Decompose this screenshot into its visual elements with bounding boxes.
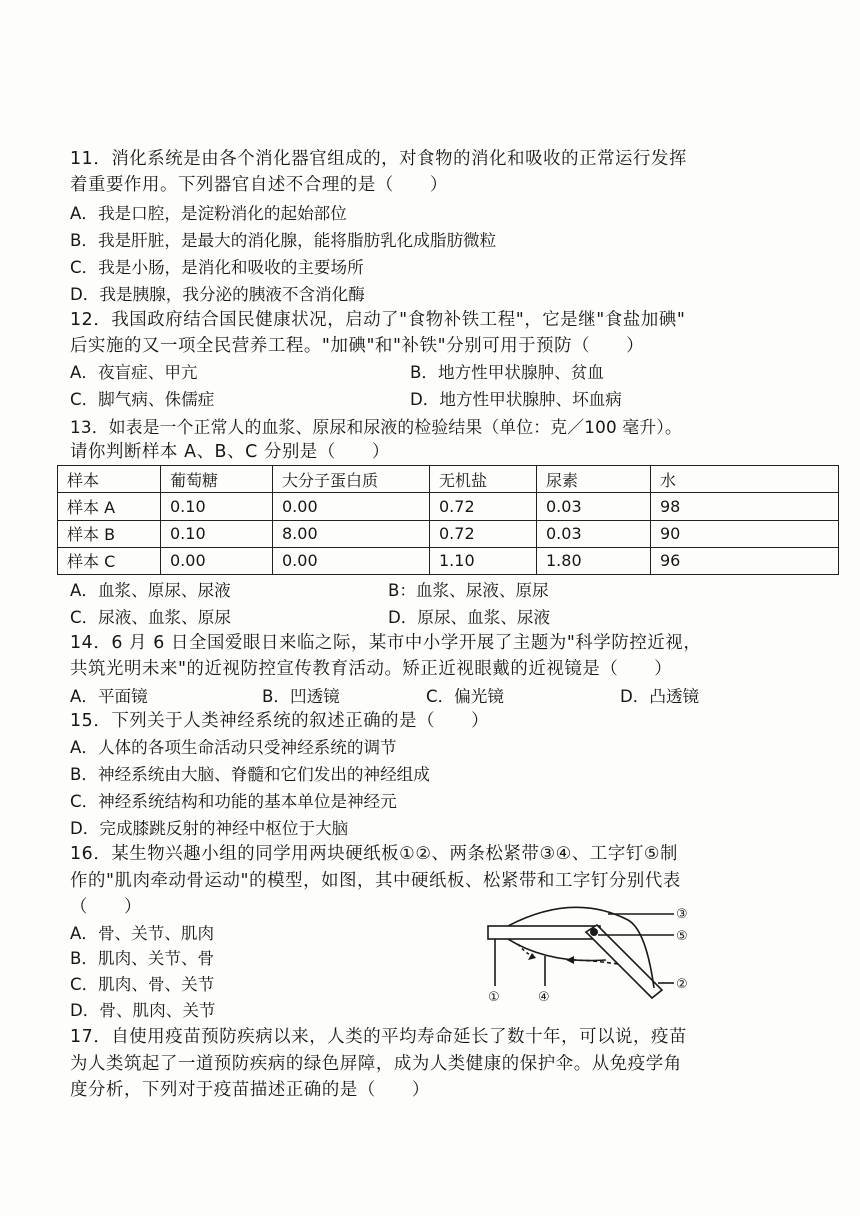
q13-option-d: D．原尿、血浆、尿液	[388, 608, 551, 627]
q16-option-d: D．骨、肌肉、关节	[70, 1001, 216, 1020]
q11-stem-line1: 11．消化系统是由各个消化器官组成的，对食物的消化和吸收的正常运行发挥	[70, 149, 688, 169]
q14-option-a: A．平面镜	[70, 687, 148, 706]
q14-stem-line1: 14．6 月 6 日全国爱眼日来临之际，某市中小学开展了主题为"科学防控近视，	[70, 633, 702, 653]
q12-option-c: C．脚气病、侏儒症	[70, 390, 215, 409]
q15-option-a: A．人体的各项生命活动只受神经系统的调节	[70, 738, 397, 757]
q15-option-c: C．神经系统结构和功能的基本单位是神经元	[70, 792, 397, 811]
table-header-cell: 大分子蛋白质	[273, 466, 430, 493]
q14-option-c: C．偏光镜	[426, 687, 504, 706]
q16-stem-line2: 作的"肌肉牵动骨运动"的模型，如图，其中硬纸板、松紧带和工字钉分别代表	[70, 871, 681, 891]
table-cell: 98	[651, 493, 839, 520]
table-cell: 0.72	[430, 520, 537, 547]
q12-option-d: D．地方性甲状腺肿、坏血病	[410, 390, 622, 409]
table-cell: 样本 A	[58, 493, 161, 520]
q14-option-b: B．凹透镜	[262, 687, 340, 706]
label-4: ④	[538, 990, 550, 1005]
cardboard-1	[488, 926, 600, 939]
table-row	[58, 547, 839, 574]
muscle-bone-model-figure	[478, 902, 708, 1010]
q11-stem-line2: 着重要作用。下列器官自述不合理的是（ ）	[70, 175, 448, 195]
q11-option-d: D．我是胰腺，我分泌的胰液不含消化酶	[70, 285, 365, 304]
pin-5	[591, 929, 597, 935]
q14-stem-line2: 共筑光明未来"的近视防控宣传教育活动。矫正近视眼戴的近视镜是（ ）	[70, 659, 673, 679]
q15-stem: 15．下列关于人类神经系统的叙述正确的是（ ）	[70, 711, 490, 731]
q13-option-a: A．血浆、原尿、尿液	[70, 581, 231, 600]
table-cell: 0.72	[430, 493, 537, 520]
table-row	[58, 520, 839, 547]
table-cell: 0.10	[161, 520, 273, 547]
q15-option-b: B．神经系统由大脑、脊髓和它们发出的神经组成	[70, 765, 430, 784]
q13-stem-line1: 13．如表是一个正常人的血浆、原尿和尿液的检验结果（单位：克／100 毫升）。	[70, 417, 682, 437]
table-cell: 90	[651, 520, 839, 547]
label-2: ②	[676, 977, 688, 992]
q11-option-b: B．我是肝脏，是最大的消化腺，能将脂肪乳化成脂肪微粒	[70, 231, 497, 250]
q16-option-c: C．肌肉、骨、关节	[70, 975, 215, 994]
q16-stem-line1: 16．某生物兴趣小组的同学用两块硬纸板①②、两条松紧带③④、工字钉⑤制	[70, 844, 679, 864]
table-cell: 样本 C	[58, 547, 161, 574]
q16-option-a: A．骨、关节、肌肉	[70, 924, 215, 943]
label-5: ⑤	[676, 929, 688, 944]
table-cell: 0.00	[273, 547, 430, 574]
q13-option-c: C．尿液、血浆、原尿	[70, 608, 231, 627]
q16-option-b: B．肌肉、关节、骨	[70, 949, 215, 968]
table-header-cell: 葡萄糖	[161, 466, 273, 493]
q13-option-b: B：血浆、尿液、原尿	[388, 581, 549, 600]
q12-stem-line2: 后实施的又一项全民营养工程。"加碘"和"补铁"分别可用于预防（ ）	[70, 336, 645, 356]
table-header-cell: 无机盐	[430, 466, 537, 493]
table-cell: 8.00	[273, 520, 430, 547]
q14-option-d: D．凸透镜	[620, 687, 700, 706]
table-cell: 样本 B	[58, 520, 161, 547]
table-header-cell: 水	[651, 466, 839, 493]
q17-stem-line2: 为人类筑起了一道预防疾病的绿色屏障，成为人类健康的保护伞。从免疫学角	[70, 1054, 682, 1074]
q13-stem-line2: 请你判断样本 A、B、C 分别是（ ）	[70, 442, 390, 462]
q16-stem-line3: （ ）	[70, 897, 142, 917]
table-row	[58, 493, 839, 520]
table-cell: 1.80	[537, 547, 651, 574]
cardboard-2	[586, 925, 662, 998]
table-header-cell: 尿素	[537, 466, 651, 493]
q11-option-c: C．我是小肠，是消化和吸收的主要场所	[70, 258, 364, 277]
table-cell: 96	[651, 547, 839, 574]
results-table	[57, 465, 839, 575]
table-cell: 1.10	[430, 547, 537, 574]
q11-option-a: A．我是口腔，是淀粉消化的起始部位	[70, 204, 347, 223]
q15-option-d: D．完成膝跳反射的神经中枢位于大脑	[70, 819, 349, 838]
table-header-row	[58, 466, 839, 493]
table-cell: 0.10	[161, 493, 273, 520]
q12-option-b: B．地方性甲状腺肿、贫血	[410, 363, 604, 382]
label-3: ③	[676, 907, 688, 922]
table-cell: 0.03	[537, 493, 651, 520]
label-1: ①	[488, 990, 500, 1005]
q12-stem-line1: 12．我国政府结合国民健康状况，启动了"食物补铁工程"，它是继"食盐加碘"	[70, 310, 686, 330]
table-header-cell: 样本	[58, 466, 161, 493]
q12-option-a: A．夜盲症、甲亢	[70, 363, 198, 382]
q17-stem-line3: 度分析，下列对于疫苗描述正确的是（ ）	[70, 1080, 430, 1100]
table-cell: 0.00	[273, 493, 430, 520]
table-cell: 0.03	[537, 520, 651, 547]
q17-stem-line1: 17．自使用疫苗预防疾病以来，人类的平均寿命延长了数十年，可以说，疫苗	[70, 1027, 688, 1047]
table-cell: 0.00	[161, 547, 273, 574]
